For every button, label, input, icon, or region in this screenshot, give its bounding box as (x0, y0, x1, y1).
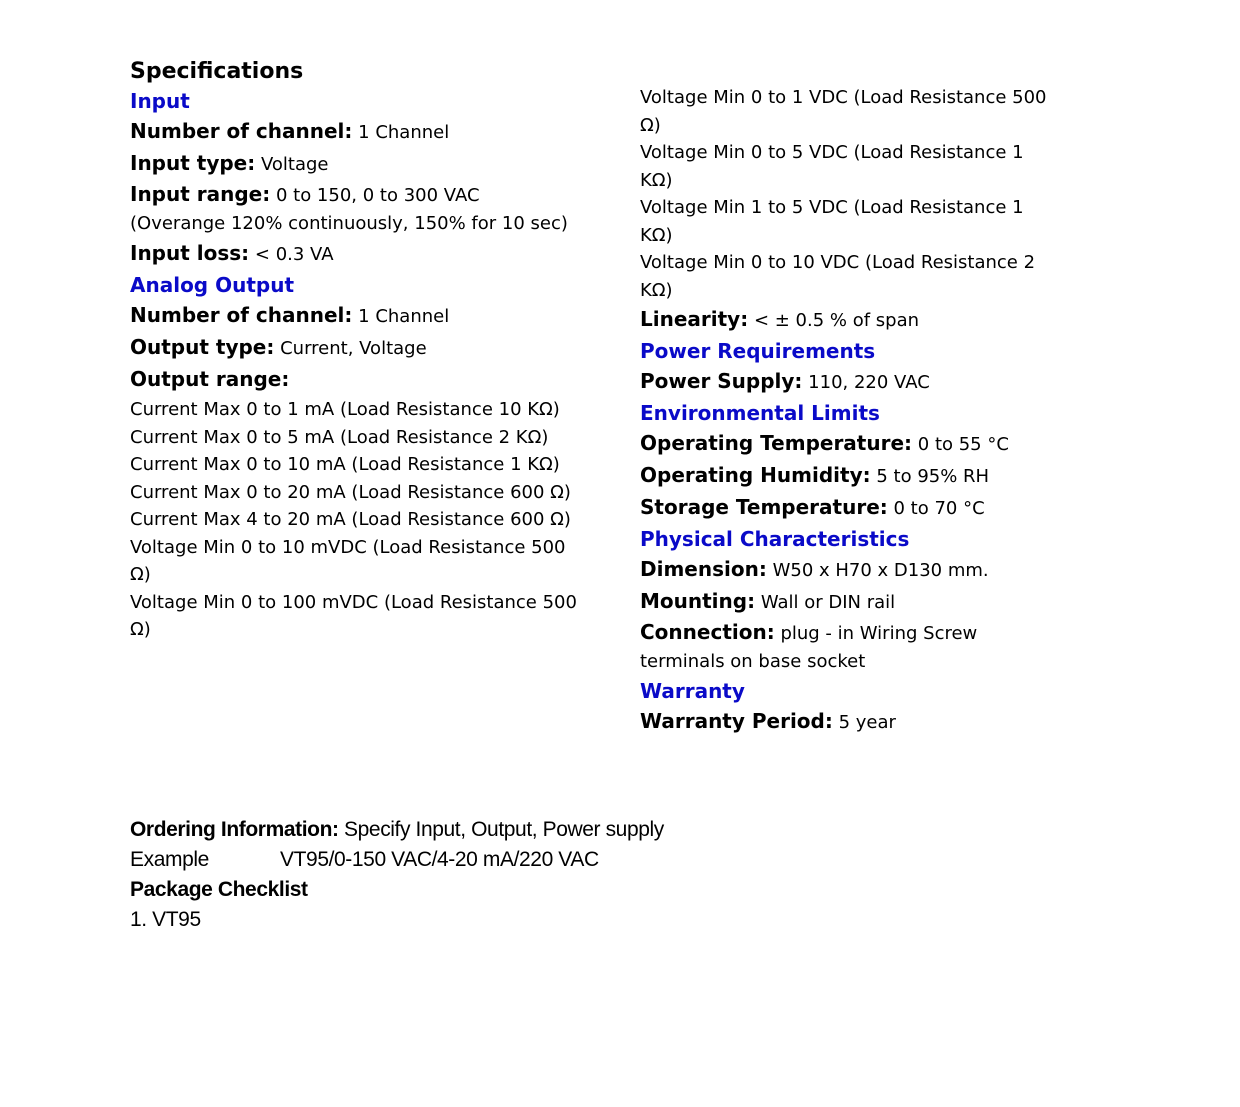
output-range-item: Voltage Min 1 to 5 VDC (Load Resistance 1 KΩ) (640, 197, 1024, 246)
spec-input-type (130, 148, 580, 180)
spec-label: Mounting: (640, 589, 756, 613)
output-range-item: Voltage Min 0 to 10 VDC (Load Resistance 2 KΩ) (640, 252, 1036, 301)
spec-output-range-label (130, 364, 580, 396)
spec-input-channels (130, 116, 580, 148)
spec-warranty-period (640, 706, 1060, 738)
example-value: VT95/0-150 VAC/4-20 mA/220 VAC (280, 848, 599, 871)
section-heading-power: Power Requirements (640, 339, 876, 363)
output-range-item: Current Max 0 to 10 mA (Load Resistance 1 KΩ) (130, 454, 560, 475)
spec-output-type (130, 332, 580, 364)
spec-dimension (640, 554, 1060, 586)
section-heading-warranty: Warranty (640, 679, 745, 703)
ordering-label: Ordering Information: (130, 818, 339, 841)
spec-label: Power Supply: (640, 369, 803, 393)
spec-label: Input loss: (130, 241, 250, 265)
spec-label: Output type: (130, 335, 275, 359)
output-range-item: Voltage Min 0 to 100 mVDC (Load Resistance 500 Ω) (130, 591, 577, 640)
output-range-item: Voltage Min 0 to 10 mVDC (Load Resistance 500 Ω) (130, 536, 566, 585)
section-heading-physical: Physical Characteristics (640, 527, 910, 551)
spec-value: < ± 0.5 % of span (753, 310, 920, 331)
spec-value: plug - in Wiring Screw terminals on base socket (640, 623, 978, 672)
spec-value: Voltage (260, 154, 329, 175)
spec-value: 1 Channel (358, 122, 450, 143)
spec-label: Input type: (130, 151, 256, 175)
spec-label: Input range: (130, 182, 271, 206)
spec-label: Storage Temperature: (640, 495, 888, 519)
spec-operating-humidity (640, 460, 1060, 492)
spec-label: Dimension: (640, 557, 767, 581)
spec-label: Warranty Period: (640, 709, 833, 733)
spec-value: W50 x H70 x D130 mm. (772, 560, 989, 581)
spec-value: 1 Channel (358, 306, 450, 327)
example-label: Example (130, 848, 209, 871)
spec-input-range (130, 180, 580, 238)
spec-storage-temperature (640, 492, 1060, 524)
spec-operating-temperature (640, 428, 1060, 460)
spec-value: Current, Voltage (280, 338, 427, 359)
spec-label: Connection: (640, 620, 775, 644)
output-range-item: Current Max 0 to 1 mA (Load Resistance 10 KΩ) (130, 399, 560, 420)
spec-linearity (640, 304, 1060, 336)
spec-value: Wall or DIN rail (760, 592, 896, 613)
spec-label: Operating Humidity: (640, 463, 871, 487)
page-title: Specifications (130, 59, 304, 84)
spec-label: Linearity: (640, 307, 749, 331)
package-checklist-heading: Package Checklist (130, 878, 308, 901)
spec-label: Operating Temperature: (640, 431, 913, 455)
output-range-item: Current Max 0 to 5 mA (Load Resistance 2 KΩ) (130, 426, 549, 448)
spec-label: Output range: (130, 367, 290, 391)
spec-value: 110, 220 VAC (808, 372, 930, 393)
spec-value: < 0.3 VA (254, 244, 334, 265)
output-range-item: Current Max 0 to 20 mA (Load Resistance 600 Ω) (130, 481, 571, 503)
spec-value: 5 to 95% RH (876, 466, 990, 487)
specs-right-column (640, 84, 1060, 738)
spec-mounting (640, 586, 1060, 618)
section-heading-analog-output: Analog Output (130, 273, 295, 297)
spec-output-channels (130, 300, 580, 332)
spec-value: 0 to 55 °C (917, 434, 1009, 455)
spec-value: 5 year (838, 712, 896, 733)
specs-left-column (130, 58, 580, 644)
section-heading-input: Input (130, 89, 190, 113)
package-checklist-item: 1. VT95 (130, 908, 201, 931)
spec-label: Number of channel: (130, 119, 353, 143)
section-heading-environmental: Environmental Limits (640, 401, 880, 425)
spec-value: 0 to 70 °C (893, 498, 985, 519)
ordering-information (130, 815, 830, 845)
spec-power-supply (640, 366, 1060, 398)
ordering-value: Specify Input, Output, Power supply (344, 818, 664, 841)
spec-input-loss (130, 238, 580, 270)
output-range-item: Voltage Min 0 to 1 VDC (Load Resistance 500 Ω) (640, 87, 1047, 136)
output-range-item: Current Max 4 to 20 mA (Load Resistance 600 Ω) (130, 509, 571, 530)
spec-value: 0 to 150, 0 to 300 VAC (Overange 120% continuously, 150% for 10 sec) (130, 185, 568, 234)
spec-connection (640, 618, 1060, 676)
spec-label: Number of channel: (130, 303, 353, 327)
output-range-item: Voltage Min 0 to 5 VDC (Load Resistance 1 KΩ) (640, 142, 1024, 191)
ordering-section (130, 815, 830, 935)
ordering-example (130, 845, 830, 875)
